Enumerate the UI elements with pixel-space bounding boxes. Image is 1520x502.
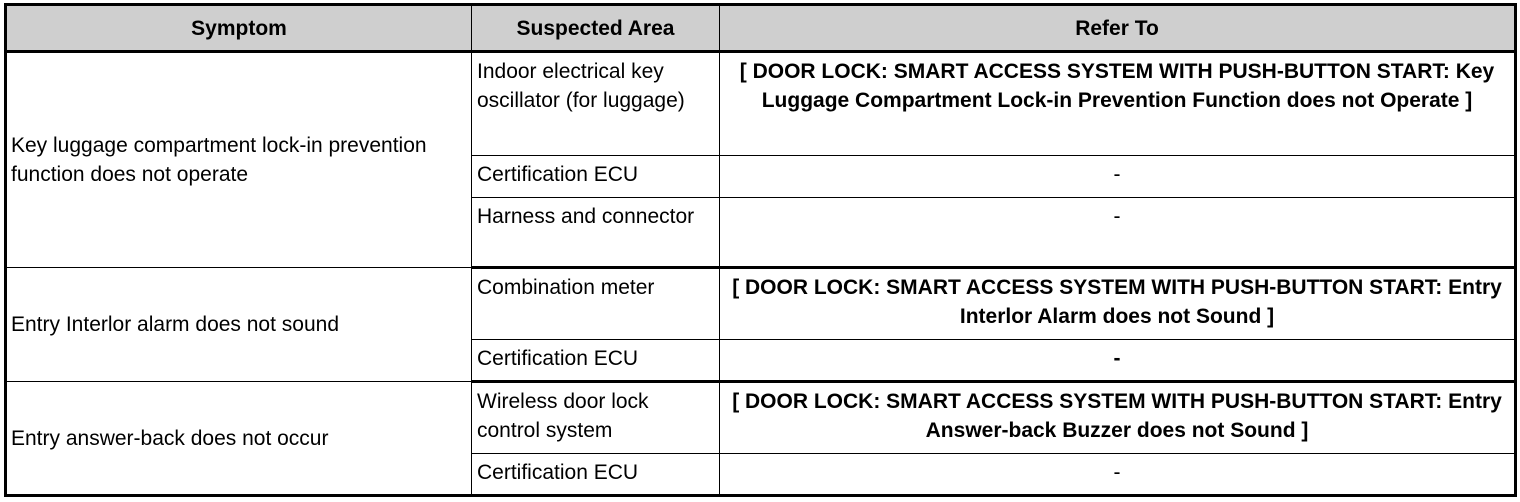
refer-to-cell: [ DOOR LOCK: SMART ACCESS SYSTEM WITH PUSH-BUTTON START: Key Luggage Compartment Lock-in Prevention Function does not Operate ] — [720, 52, 1516, 156]
header-suspected-area: Suspected Area — [472, 5, 720, 52]
refer-to-cell: - — [720, 454, 1516, 496]
symptom-table — [4, 3, 1517, 497]
table-row — [6, 52, 1516, 156]
suspected-area-cell: Certification ECU — [472, 156, 720, 198]
suspected-area-cell: Certification ECU — [472, 340, 720, 382]
table-row — [6, 268, 1516, 340]
symptom-cell: Entry Interlor alarm does not sound — [6, 268, 472, 382]
refer-to-cell: - — [720, 156, 1516, 198]
header-refer-to: Refer To — [720, 5, 1516, 52]
header-row — [6, 5, 1516, 52]
suspected-area-cell: Harness and connector — [472, 198, 720, 268]
refer-to-cell: [ DOOR LOCK: SMART ACCESS SYSTEM WITH PUSH-BUTTON START: Entry Answer-back Buzzer does not Sound ] — [720, 382, 1516, 454]
symptom-cell: Key luggage compartment lock-in prevention function does not operate — [6, 52, 472, 268]
refer-to-cell: [ DOOR LOCK: SMART ACCESS SYSTEM WITH PUSH-BUTTON START: Entry Interlor Alarm does not Sound ] — [720, 268, 1516, 340]
refer-to-cell: - — [720, 340, 1516, 382]
suspected-area-cell: Certification ECU — [472, 454, 720, 496]
suspected-area-cell: Indoor electrical key oscillator (for luggage) — [472, 52, 720, 156]
suspected-area-cell: Combination meter — [472, 268, 720, 340]
suspected-area-cell: Wireless door lock control system — [472, 382, 720, 454]
header-symptom: Symptom — [6, 5, 472, 52]
refer-to-cell: - — [720, 198, 1516, 268]
table-row — [6, 382, 1516, 454]
symptom-cell: Entry answer-back does not occur — [6, 382, 472, 496]
